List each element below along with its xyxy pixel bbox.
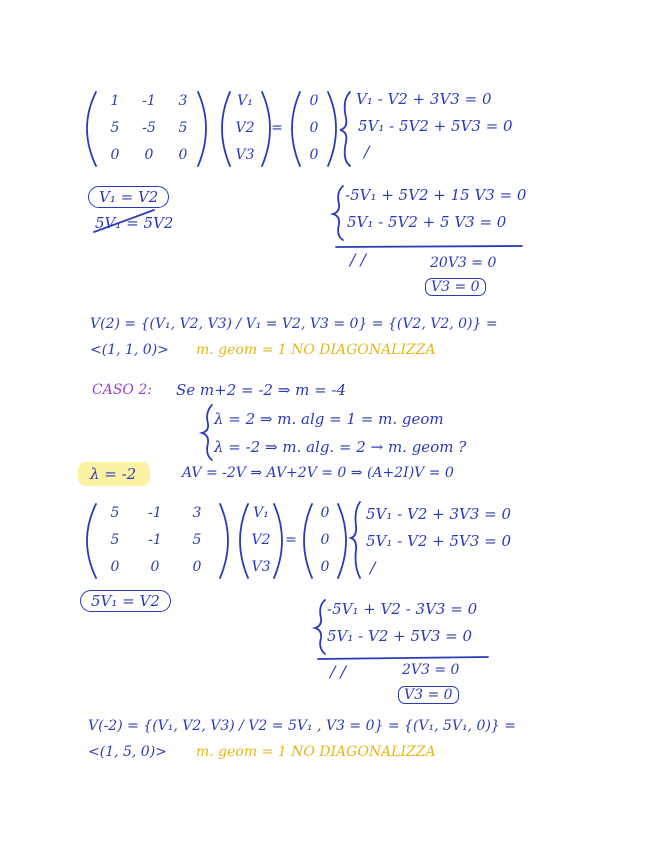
m1-r2c2: -5: [142, 120, 156, 136]
elim2-brace: [315, 600, 325, 654]
m1-r3c2: 0: [144, 147, 154, 163]
system2-slash: /: [370, 558, 376, 577]
lambda-minus2-label: λ = -2: [90, 465, 137, 483]
eq-sign-1: =: [271, 120, 283, 136]
elim2-slashes: / /: [330, 662, 346, 681]
z2-entry-3: 0: [320, 559, 330, 575]
v2-entry-3: V3: [251, 559, 271, 575]
boxed-v3-eq-0-a: V3 = 0: [425, 278, 486, 296]
m1-r2c1: 5: [110, 120, 120, 136]
geom-note-2: m. geom = 1 NO DIAGONALIZZA: [196, 744, 436, 760]
system2-brace: [351, 502, 360, 578]
vector1-left-paren: [222, 92, 230, 166]
sum-line-1: [336, 246, 522, 247]
z1-entry-2: 0: [309, 120, 319, 136]
m1-r2c3: 5: [178, 120, 188, 136]
z1-entry-3: 0: [309, 147, 319, 163]
boxed-5v1-eq-v2: 5V₁ = V2: [80, 590, 171, 612]
caso2-condition: Se m+2 = -2 ⇒ m = -4: [176, 381, 347, 399]
system1-eq1: V₁ - V2 + 3V3 = 0: [356, 90, 492, 108]
sum2-eq: 2V3 = 0: [402, 662, 460, 678]
vector2-left-paren: [240, 504, 248, 578]
m2-r3c3: 0: [192, 559, 202, 575]
eigenspace-minus2-span: <(1, 5, 0)>: [88, 744, 167, 760]
system1-brace: [340, 92, 350, 166]
system2-eq1: 5V₁ - V2 + 3V3 = 0: [366, 505, 512, 523]
zero2-left-paren: [304, 504, 312, 578]
caso2-line-a: λ = 2 ⇒ m. alg = 1 = m. geom: [214, 410, 444, 428]
v2-entry-1: V₁: [253, 505, 269, 521]
z1-entry-1: 0: [309, 93, 319, 109]
m2-r2c2: -1: [148, 532, 162, 548]
system1-slash: /: [364, 142, 370, 161]
system1-eq2: 5V₁ - 5V2 + 5V3 = 0: [358, 117, 513, 135]
sum-line-2: [318, 657, 488, 659]
caso2-label: CASO 2:: [92, 382, 152, 398]
matrix2-right-paren: [220, 504, 228, 578]
m2-r1c2: -1: [148, 505, 162, 521]
elim1-eq1: -5V₁ + 5V2 + 15 V3 = 0: [345, 186, 527, 204]
m2-r3c2: 0: [150, 559, 160, 575]
v2-entry-2: V2: [251, 532, 271, 548]
eigenspace-minus2-def: V(-2) = {(V₁, V2, V3) / V2 = 5V₁ , V3 = 0} = {(V₁, 5V₁, 0)} =: [88, 718, 517, 734]
boxed-v3-eq-0-b: V3 = 0: [398, 686, 459, 704]
boxed-v1-eq-v2: V₁ = V2: [88, 186, 169, 208]
m1-r1c1: 1: [110, 93, 120, 109]
v1-entry-3: V3: [235, 147, 255, 163]
elim2-eq1: -5V₁ + V2 - 3V3 = 0: [327, 600, 478, 618]
v1-entry-2: V2: [235, 120, 255, 136]
matrix1-right-paren: [198, 92, 206, 166]
elim1-brace: [333, 186, 343, 240]
zero1-right-paren: [328, 92, 336, 166]
elim1-eq2: 5V₁ - 5V2 + 5 V3 = 0: [347, 213, 507, 231]
eigenspace-2-def: V(2) = {(V₁, V2, V3) / V₁ = V2, V3 = 0} = {(V2, V2, 0)} =: [90, 316, 498, 332]
eq-sign-2: =: [285, 532, 297, 548]
zero2-right-paren: [338, 504, 346, 578]
m1-r1c2: -1: [142, 93, 156, 109]
m2-r1c1: 5: [110, 505, 120, 521]
eigen-equation: AV = -2V ⇒ AV+2V = 0 ⇒ (A+2I)V = 0: [182, 465, 454, 481]
m1-r3c3: 0: [178, 147, 188, 163]
m1-r1c3: 3: [178, 93, 188, 109]
zero1-left-paren: [292, 92, 300, 166]
z2-entry-2: 0: [320, 532, 330, 548]
m2-r1c3: 3: [192, 505, 202, 521]
vector2-right-paren: [274, 504, 282, 578]
v1-entry-1: V₁: [237, 93, 253, 109]
caso2-line-b: λ = -2 ⇒ m. alg. = 2 → m. geom ?: [214, 438, 467, 456]
m2-r3c1: 0: [110, 559, 120, 575]
matrix1-left-paren: [87, 92, 96, 166]
z2-entry-1: 0: [320, 505, 330, 521]
elim1-slashes: / /: [350, 250, 366, 269]
eigenspace-2-span: <(1, 1, 0)>: [90, 342, 169, 358]
elim2-eq2: 5V₁ - V2 + 5V3 = 0: [327, 627, 473, 645]
sum1-eq: 20V3 = 0: [430, 255, 497, 271]
m1-r3c1: 0: [110, 147, 120, 163]
geom-note-1: m. geom = 1 NO DIAGONALIZZA: [196, 342, 436, 358]
crossed-equation: 5V₁ = 5V2: [95, 214, 174, 232]
m2-r2c1: 5: [110, 532, 120, 548]
caso2-brace: [202, 405, 212, 460]
system2-eq2: 5V₁ - V2 + 5V3 = 0: [366, 532, 512, 550]
matrix2-left-paren: [87, 504, 96, 578]
m2-r2c3: 5: [192, 532, 202, 548]
